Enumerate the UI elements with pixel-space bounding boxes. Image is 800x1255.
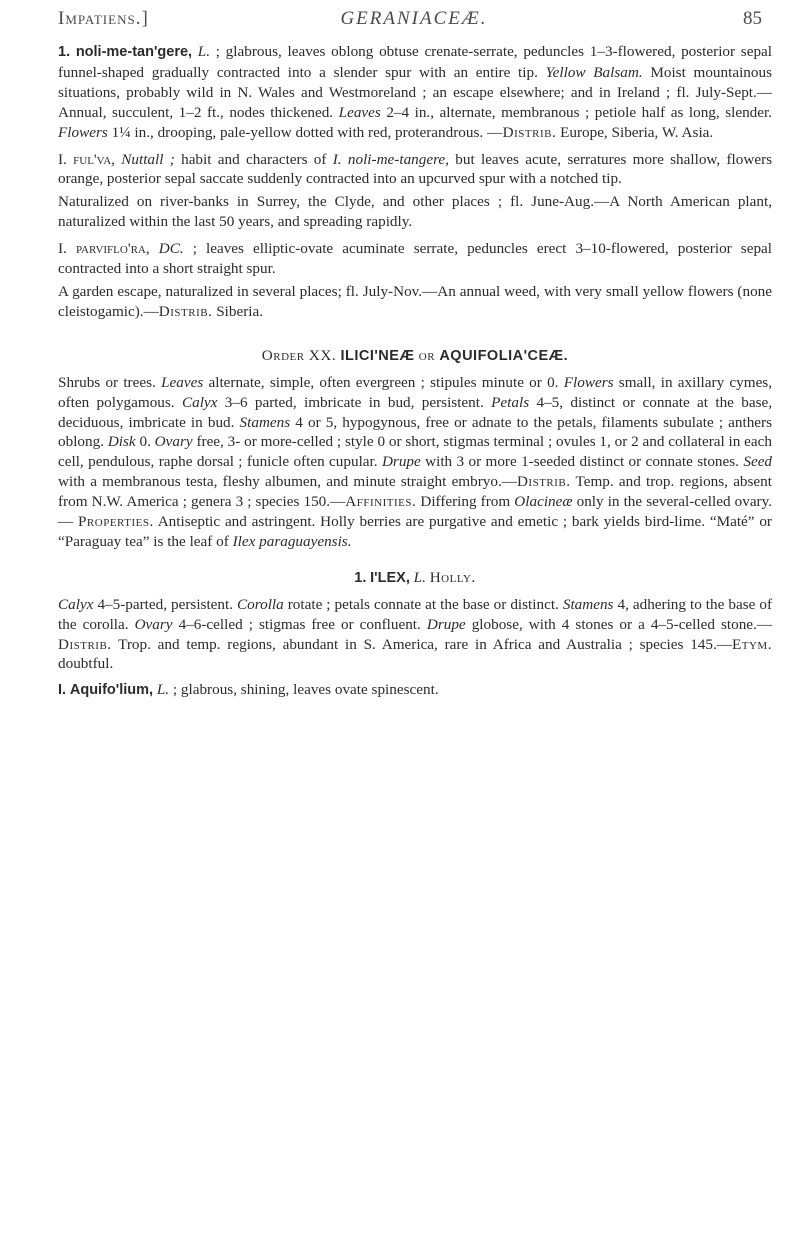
flowers-label: Flowers [58, 123, 108, 141]
species-entry-parviflora [58, 239, 772, 279]
leaves-label: Leaves [161, 373, 204, 391]
desc-habit: Shrubs or trees. [58, 373, 156, 391]
corolla-label: Corolla [237, 595, 284, 613]
affinities-text-cont: only in the several-celled ovary. — [58, 493, 773, 531]
corolla-text: rotate ; petals connate at the base or distinct. [287, 595, 559, 613]
species-description: ; glabrous, leaves oblong obtuse crenate-serrate, peduncles 1–3-flowered, posterior sepal funnel-shaped gradually contracted into a slender spur with an entire tip. [58, 43, 772, 81]
page-number: 85 [743, 8, 762, 29]
petals-text: 4–5, distinct or connate at the base, deciduous, imbricate in bud. [58, 393, 773, 431]
stamens-label: Stamens [239, 413, 291, 431]
species-description-cont: but leaves acute, serratures more shallow, flowers orange, posterior sepal saccate suddenly contracted into an upcurved spur with a notched tip. [58, 150, 773, 188]
species-habitat: A garden escape, naturalized in several places; fl. July-Nov.—An annual weed, with very small yellow flowers (none cleistogamic).— [58, 282, 772, 320]
stamens-text: 4 or 5, hypogynous, free or adnate to the petals, filaments subulate ; anthers oblong. [58, 413, 773, 451]
calyx-text: 3–6 parted, imbricate in bud, persistent. [224, 393, 484, 411]
distrib-label: Distrib. [516, 473, 571, 491]
genus-heading [58, 568, 772, 589]
species-number: 1. [58, 44, 71, 60]
species-description: ; leaves elliptic-ovate acuminate serrate, peduncles erect 3–10-flowered, posterior sepal contracted into a short straight spur. [58, 240, 772, 278]
species-description: ; glabrous, shining, leaves ovate spinescent. [172, 681, 439, 699]
flowers-label: Flowers [563, 373, 614, 391]
stamens-text: 4, adhering to the base of the corolla. [58, 595, 772, 633]
stamens-label: Stamens [562, 595, 614, 613]
petals-label: Petals [491, 393, 530, 411]
distrib-text: Europe, Siberia, W. Asia. [560, 123, 714, 141]
seed-label: Seed [743, 453, 773, 471]
drupe-label: Drupe [426, 615, 466, 633]
distrib-text: Trop. and temp. regions, abundant in S. America, rare in Africa and Australia ; species 145.— [118, 635, 732, 653]
seed-text: with a membranous testa, fleshy albumen, and minute straight embryo.— [58, 473, 517, 491]
genus-number: 1. [354, 569, 367, 586]
species-author: L. [197, 43, 211, 60]
etym-text: doubtful. [58, 655, 114, 673]
olacineae-ref: Olacineæ [514, 493, 573, 511]
species-number: I. [58, 240, 67, 258]
drupe-text: globose, with 4 stones or a 4–5-celled stone.— [471, 615, 773, 633]
disk-label: Disk [107, 433, 136, 451]
species-author: Nuttall ; [121, 150, 175, 168]
distrib-text: Siberia. [216, 302, 264, 320]
species-entry-noli-me-tangere [58, 42, 772, 143]
species-number: I. [58, 150, 67, 168]
common-name: Yellow Balsam. [545, 63, 643, 81]
species-name: noli-me-tan'gere, [75, 44, 193, 60]
leaves-text: alternate, simple, often evergreen ; stipules minute or 0. [208, 373, 559, 391]
etym-label: Etym. [731, 635, 772, 653]
drupe-label: Drupe [381, 453, 421, 471]
page-body [58, 42, 772, 704]
species-name: parviflo'ra, [75, 240, 150, 258]
flowers-text: small, in axillary cymes, often polygamous. [58, 373, 773, 411]
disk-text: 0. [139, 433, 151, 451]
order-description [58, 373, 772, 552]
species-entry-fulva [58, 150, 772, 190]
species-number: I. [58, 682, 67, 699]
calyx-text: 4–5-parted, persistent. [97, 595, 234, 613]
species-entry-aquifolium [58, 680, 772, 701]
calyx-label: Calyx [181, 393, 218, 411]
order-or: or [418, 346, 436, 364]
properties-text: Antiseptic and astringent. Holly berries are purgative and emetic ; bark yields bird-lime. “Maté” or “Paraguay tea” is the leaf of [58, 513, 772, 550]
order-heading [58, 346, 772, 367]
ovary-label: Ovary [154, 433, 193, 451]
distrib-label: Distrib. [158, 302, 213, 320]
species-name: ful'va, [73, 150, 115, 168]
species-habitat-para [58, 282, 772, 322]
drupe-text: with 3 or more 1-seeded distinct or connate stones. [425, 453, 739, 471]
genus-description [58, 595, 772, 675]
ovary-text: 4–6-celled ; stigmas free or confluent. [178, 615, 421, 633]
order-name: ILICI'NEÆ [340, 347, 415, 364]
genus-name: I'LEX, [370, 569, 410, 586]
header-family: GERANIACEÆ. [340, 8, 488, 29]
flowers-text: 1¼ in., drooping, pale-yellow dotted with red, proterandrous. [111, 123, 484, 141]
leaves-text: 2–4 in., alternate, membranous ; petiole half as long, slender. [386, 103, 773, 121]
running-header [58, 6, 770, 36]
genus-common-name: Holly. [429, 568, 476, 586]
species-author: L. [156, 681, 170, 699]
species-description: habit and characters of [181, 150, 327, 168]
order-alt-name: AQUIFOLIA'CEÆ. [439, 347, 569, 364]
order-number: Order XX. [261, 346, 337, 364]
leaves-label: Leaves [338, 103, 381, 121]
species-habitat: Moist mountainous situations, probably wild in N. Wales and Westmoreland ; an escape elsewhere; and in Ireland ; fl. July-Sept.—Annual, succulent, 1–2 ft., nodes thickened. [58, 63, 772, 121]
ovary-text: free, 3- or more-celled ; style 0 or short, stigmas terminal ; ovules 1, or 2 and collateral in each cell, pendulous, raphe dorsal ; funicle often cupular. [58, 433, 772, 471]
ilex-paraguayensis-ref: Ilex paraguayensis. [232, 532, 352, 550]
species-author: DC. [158, 240, 184, 258]
species-habitat: Naturalized on river-banks in Surrey, the Clyde, and other places ; fl. June-Aug.—A North American plant, naturalized within the last 50 years, and spreading rapidly. [58, 193, 772, 231]
species-name: Aquifo'lium, [69, 682, 154, 699]
genus-author: L. [413, 568, 426, 586]
calyx-label: Calyx [58, 595, 94, 613]
affinities-text: Differing from [420, 493, 511, 511]
species-reference: I. noli-me-tangere, [332, 150, 449, 168]
distrib-text: Temp. and trop. regions, absent from N.W. America ; genera 3 ; species 150.— [58, 473, 772, 511]
distrib-label: —Distrib. [486, 123, 557, 141]
ovary-label: Ovary [134, 615, 173, 633]
properties-label: Properties. [77, 513, 154, 531]
affinities-label: Affinities. [345, 493, 417, 511]
header-genus: Impatiens.] [58, 8, 149, 29]
distrib-label: Distrib. [58, 635, 112, 653]
